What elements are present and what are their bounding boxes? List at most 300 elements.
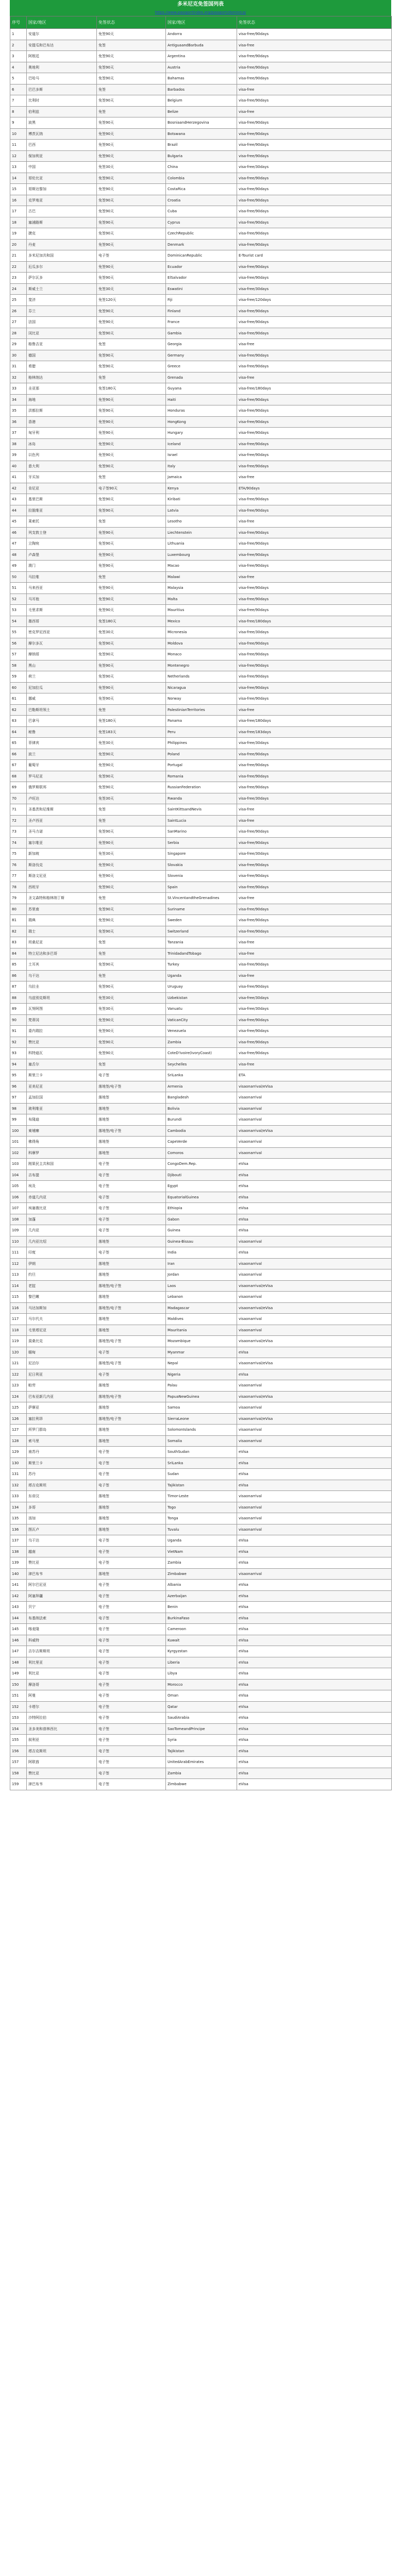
table-row bbox=[10, 1546, 392, 1557]
status-en: eVisa bbox=[237, 1546, 392, 1557]
status-en: visa-free bbox=[237, 815, 392, 826]
country-en: Cambodia bbox=[166, 1125, 237, 1137]
table-row bbox=[10, 948, 392, 959]
row-index: 118 bbox=[10, 1325, 27, 1336]
table-row bbox=[10, 959, 392, 971]
status-en: visa-free bbox=[237, 339, 392, 350]
table-row bbox=[10, 771, 392, 782]
country-cn: 印度 bbox=[27, 1247, 97, 1259]
status-cn: 免签90天 bbox=[97, 561, 166, 572]
table-row bbox=[10, 239, 392, 250]
status-cn: 免签90天 bbox=[97, 682, 166, 693]
status-cn: 落地签 bbox=[97, 1103, 166, 1114]
country-en: Kiribati bbox=[166, 494, 237, 505]
row-index: 82 bbox=[10, 926, 27, 937]
status-en: visa-free/180days bbox=[237, 383, 392, 395]
country-en: Seychelles bbox=[166, 1059, 237, 1070]
table-row bbox=[10, 837, 392, 849]
status-cn: 免签90天 bbox=[97, 95, 166, 107]
status-en: visa-free bbox=[237, 40, 392, 51]
country-en: SierraLeone bbox=[166, 1413, 237, 1425]
country-en: Tajikistan bbox=[166, 1745, 237, 1757]
header-country-cn: 国家/地区 bbox=[27, 16, 97, 29]
country-en: Uganda bbox=[166, 1535, 237, 1547]
table-row bbox=[10, 1103, 392, 1114]
country-cn: 布基纳法索 bbox=[27, 1613, 97, 1624]
country-cn: 坦桑尼亚 bbox=[27, 937, 97, 948]
status-en: visaonarrival/eVisa bbox=[237, 1391, 392, 1402]
status-cn: 免签90天 bbox=[97, 605, 166, 616]
country-cn: 瓦努阿图 bbox=[27, 1004, 97, 1015]
status-en: visaonarrival bbox=[237, 1425, 392, 1436]
table-row bbox=[10, 1137, 392, 1148]
row-index: 32 bbox=[10, 372, 27, 383]
country-en: Iran bbox=[166, 1258, 237, 1269]
status-en: visa-free/180days bbox=[237, 616, 392, 627]
status-en: visa-free/90days bbox=[237, 438, 392, 450]
country-en: Malta bbox=[166, 594, 237, 605]
table-row bbox=[10, 1713, 392, 1724]
country-cn: 德国 bbox=[27, 350, 97, 361]
status-cn: 免签90天 bbox=[97, 583, 166, 594]
table-row bbox=[10, 1524, 392, 1535]
table-row bbox=[10, 1302, 392, 1314]
country-cn: 冈比亚 bbox=[27, 328, 97, 339]
row-index: 125 bbox=[10, 1402, 27, 1414]
country-cn: 吉布提 bbox=[27, 1170, 97, 1181]
status-en: visa-free/90days bbox=[237, 206, 392, 217]
table-row bbox=[10, 117, 392, 129]
status-en: visa-free bbox=[237, 106, 392, 117]
country-en: Germany bbox=[166, 350, 237, 361]
status-en: eVisa bbox=[237, 1557, 392, 1569]
row-index: 25 bbox=[10, 295, 27, 306]
country-cn: 圭亚那 bbox=[27, 383, 97, 395]
row-index: 142 bbox=[10, 1590, 27, 1602]
table-row bbox=[10, 1668, 392, 1680]
country-en: Gabon bbox=[166, 1214, 237, 1225]
status-cn: 电子签 bbox=[97, 1657, 166, 1668]
table-row bbox=[10, 1258, 392, 1269]
country-cn: 阿联酋 bbox=[27, 1757, 97, 1768]
status-en: visa-free/90days bbox=[237, 62, 392, 73]
row-index: 5 bbox=[10, 73, 27, 84]
status-cn: 免签90天 bbox=[97, 527, 166, 538]
status-en: visaonarrival bbox=[237, 1435, 392, 1447]
table-row bbox=[10, 1491, 392, 1502]
status-cn: 免签 bbox=[97, 372, 166, 383]
table-row bbox=[10, 1181, 392, 1192]
country-cn: 贝宁 bbox=[27, 1602, 97, 1613]
country-en: Mauritania bbox=[166, 1325, 237, 1336]
table-row bbox=[10, 1269, 392, 1281]
country-en: VaticanCity bbox=[166, 1014, 237, 1026]
country-en: TrinidadandTobago bbox=[166, 948, 237, 959]
country-cn: 越南 bbox=[27, 1546, 97, 1557]
table-row bbox=[10, 1292, 392, 1303]
status-en: eVisa bbox=[237, 1170, 392, 1181]
row-index: 11 bbox=[10, 140, 27, 151]
status-cn: 电子签90天 bbox=[97, 483, 166, 494]
row-index: 140 bbox=[10, 1568, 27, 1580]
status-en: visa-free/90days bbox=[237, 29, 392, 40]
row-index: 45 bbox=[10, 516, 27, 528]
status-cn: 免签90天 bbox=[97, 594, 166, 605]
row-index: 36 bbox=[10, 416, 27, 428]
row-index: 136 bbox=[10, 1524, 27, 1535]
status-cn: 免签 bbox=[97, 339, 166, 350]
country-cn: 东帝汶 bbox=[27, 1491, 97, 1502]
row-index: 57 bbox=[10, 649, 27, 660]
row-index: 31 bbox=[10, 361, 27, 372]
row-index: 76 bbox=[10, 859, 27, 871]
country-cn: 科威特 bbox=[27, 1635, 97, 1646]
country-en: Suriname bbox=[166, 904, 237, 915]
country-en: Austria bbox=[166, 62, 237, 73]
country-en: UnitedArabEmirates bbox=[166, 1757, 237, 1768]
status-cn: 免签90天 bbox=[97, 904, 166, 915]
table-row bbox=[10, 594, 392, 605]
row-index: 26 bbox=[10, 306, 27, 317]
country-en: Comoros bbox=[166, 1147, 237, 1159]
country-en: Ecuador bbox=[166, 261, 237, 273]
row-index: 108 bbox=[10, 1214, 27, 1225]
table-row bbox=[10, 1635, 392, 1646]
row-index: 127 bbox=[10, 1425, 27, 1436]
country-en: Guinea-Bissau bbox=[166, 1236, 237, 1247]
row-index: 13 bbox=[10, 162, 27, 173]
country-en: Benin bbox=[166, 1602, 237, 1613]
table-row bbox=[10, 1314, 392, 1325]
status-cn: 免签 bbox=[97, 970, 166, 981]
country-en: Guinea bbox=[166, 1225, 237, 1236]
country-cn: 克罗地亚 bbox=[27, 195, 97, 206]
table-row bbox=[10, 228, 392, 240]
country-cn: 赤道几内亚 bbox=[27, 1192, 97, 1203]
country-cn: 卡塔尔 bbox=[27, 1701, 97, 1713]
table-row bbox=[10, 627, 392, 638]
table-row bbox=[10, 461, 392, 472]
status-cn: 落地签/电子签 bbox=[97, 1336, 166, 1347]
status-en: eVisa bbox=[237, 1668, 392, 1680]
row-index: 52 bbox=[10, 594, 27, 605]
country-en: Laos bbox=[166, 1280, 237, 1292]
status-en: eVisa bbox=[237, 1723, 392, 1735]
table-row bbox=[10, 649, 392, 660]
status-en: eVisa bbox=[237, 1225, 392, 1236]
country-en: VietNam bbox=[166, 1546, 237, 1557]
status-en: visa-free/90days bbox=[237, 494, 392, 505]
status-en: visa-free/90days bbox=[237, 771, 392, 782]
status-cn: 免签90天 bbox=[97, 649, 166, 660]
status-en: visa-free/90days bbox=[237, 926, 392, 937]
status-en: eVisa bbox=[237, 1657, 392, 1668]
row-index: 16 bbox=[10, 195, 27, 206]
status-cn: 落地签 bbox=[97, 1568, 166, 1580]
country-cn: 利比里亚 bbox=[27, 1657, 97, 1668]
country-en: PalestinianTerritories bbox=[166, 704, 237, 716]
row-index: 111 bbox=[10, 1247, 27, 1259]
header-status-cn: 免签状态 bbox=[97, 16, 166, 29]
country-cn: 萨摩亚 bbox=[27, 1402, 97, 1414]
status-en: eVisa bbox=[237, 1624, 392, 1635]
row-index: 155 bbox=[10, 1735, 27, 1746]
row-index: 73 bbox=[10, 826, 27, 838]
status-cn: 免签30天 bbox=[97, 849, 166, 860]
row-index: 92 bbox=[10, 1037, 27, 1048]
table-row bbox=[10, 516, 392, 528]
status-en: visaonarrival bbox=[237, 1314, 392, 1325]
status-en: eVisa bbox=[237, 1735, 392, 1746]
country-cn: 圣卢西亚 bbox=[27, 815, 97, 826]
country-cn: 莫桑比克 bbox=[27, 1336, 97, 1347]
row-index: 19 bbox=[10, 228, 27, 240]
country-cn: 尼加拉瓜 bbox=[27, 682, 97, 693]
table-row bbox=[10, 1214, 392, 1225]
country-en: Djibouti bbox=[166, 1170, 237, 1181]
status-en: visa-free/90days bbox=[237, 261, 392, 273]
country-cn: 秘鲁 bbox=[27, 726, 97, 738]
table-row bbox=[10, 383, 392, 395]
country-en: Syria bbox=[166, 1735, 237, 1746]
country-en: Andorra bbox=[166, 29, 237, 40]
table-row bbox=[10, 992, 392, 1004]
status-en: visa-free/90days bbox=[237, 837, 392, 849]
status-en: visaonarrival/eVisa bbox=[237, 1413, 392, 1425]
country-en: SouthSudan bbox=[166, 1447, 237, 1458]
row-index: 6 bbox=[10, 84, 27, 95]
country-cn: 缅甸 bbox=[27, 1347, 97, 1358]
status-cn: 电子签 bbox=[97, 1347, 166, 1358]
status-cn: 免签90天 bbox=[97, 837, 166, 849]
table-row bbox=[10, 1358, 392, 1369]
row-index: 116 bbox=[10, 1302, 27, 1314]
status-cn: 免签 bbox=[97, 40, 166, 51]
country-en: Spain bbox=[166, 882, 237, 893]
table-row bbox=[10, 638, 392, 649]
status-en: visaonarrival bbox=[237, 1380, 392, 1392]
country-cn: 佛得角 bbox=[27, 1137, 97, 1148]
row-index: 152 bbox=[10, 1701, 27, 1713]
country-cn: 牙买加 bbox=[27, 472, 97, 483]
country-en: Albania bbox=[166, 1580, 237, 1591]
row-index: 65 bbox=[10, 738, 27, 749]
status-cn: 免签 bbox=[97, 571, 166, 583]
country-cn: 埃及 bbox=[27, 1181, 97, 1192]
country-cn: 埃塞俄比亚 bbox=[27, 1203, 97, 1214]
status-en: visaonarrival/eVisa bbox=[237, 1125, 392, 1137]
status-cn: 免签90天 bbox=[97, 306, 166, 317]
country-en: Denmark bbox=[166, 239, 237, 250]
table-row bbox=[10, 693, 392, 705]
status-en: visaonarrival bbox=[237, 1502, 392, 1513]
country-cn: 委内瑞拉 bbox=[27, 1026, 97, 1037]
source-link[interactable]: https://www.passportindex.org/passport/dominica/ bbox=[10, 9, 391, 16]
status-cn: 电子签 bbox=[97, 1192, 166, 1203]
status-cn: 电子签 bbox=[97, 1701, 166, 1713]
table-row bbox=[10, 815, 392, 826]
status-cn: 落地签/电子签 bbox=[97, 1358, 166, 1369]
table-row bbox=[10, 1480, 392, 1491]
status-cn: 电子签 bbox=[97, 1458, 166, 1469]
table-row bbox=[10, 273, 392, 284]
country-en: Nicaragua bbox=[166, 682, 237, 693]
country-cn: 斐济 bbox=[27, 295, 97, 306]
country-cn: 洪都拉斯 bbox=[27, 405, 97, 417]
status-en: eVisa bbox=[237, 1181, 392, 1192]
country-cn: 厄瓜多尔 bbox=[27, 261, 97, 273]
row-index: 95 bbox=[10, 1070, 27, 1081]
status-en: visa-free/30days bbox=[237, 1004, 392, 1015]
status-cn: 免签90天 bbox=[97, 361, 166, 372]
status-en: visaonarrival bbox=[237, 1236, 392, 1247]
status-cn: 电子签 bbox=[97, 1602, 166, 1613]
status-en: visaonarrival bbox=[237, 1491, 392, 1502]
status-en: eVisa bbox=[237, 1480, 392, 1491]
country-cn: 布隆迪 bbox=[27, 1114, 97, 1126]
country-en: Portugal bbox=[166, 760, 237, 771]
status-en: visa-free/90days bbox=[237, 95, 392, 107]
row-index: 35 bbox=[10, 405, 27, 417]
status-en: visa-free/90days bbox=[237, 328, 392, 339]
country-cn: 墨西哥 bbox=[27, 616, 97, 627]
status-cn: 免签90天 bbox=[97, 826, 166, 838]
row-index: 130 bbox=[10, 1458, 27, 1469]
table-row bbox=[10, 571, 392, 583]
row-index: 131 bbox=[10, 1469, 27, 1480]
table-row bbox=[10, 682, 392, 693]
table-row bbox=[10, 206, 392, 217]
status-en: eVisa bbox=[237, 1602, 392, 1613]
status-cn: 免签30天 bbox=[97, 283, 166, 295]
country-en: SaintLucia bbox=[166, 815, 237, 826]
status-cn: 免签90天 bbox=[97, 73, 166, 84]
row-index: 115 bbox=[10, 1292, 27, 1303]
row-index: 40 bbox=[10, 461, 27, 472]
row-index: 1 bbox=[10, 29, 27, 40]
row-index: 124 bbox=[10, 1391, 27, 1402]
status-cn: 免签180天 bbox=[97, 383, 166, 395]
country-en: Liechtenstein bbox=[166, 527, 237, 538]
status-cn: 落地签/电子签 bbox=[97, 1081, 166, 1092]
country-en: DominicanRepublic bbox=[166, 250, 237, 262]
country-en: Panama bbox=[166, 716, 237, 727]
status-cn: 免签90天 bbox=[97, 760, 166, 771]
country-en: Jamaica bbox=[166, 472, 237, 483]
country-cn: 阿根廷 bbox=[27, 51, 97, 62]
status-en: visa-free/90days bbox=[237, 549, 392, 561]
row-index: 126 bbox=[10, 1413, 27, 1425]
table-row bbox=[10, 1380, 392, 1392]
status-en: eVisa bbox=[237, 1535, 392, 1547]
country-en: Lebanon bbox=[166, 1292, 237, 1303]
status-en: visa-free/90days bbox=[237, 317, 392, 328]
row-index: 27 bbox=[10, 317, 27, 328]
country-cn: 土耳其 bbox=[27, 959, 97, 971]
country-en: CostaRica bbox=[166, 184, 237, 195]
table-row bbox=[10, 538, 392, 550]
status-en: visa-free bbox=[237, 948, 392, 959]
country-en: SaudiArabia bbox=[166, 1713, 237, 1724]
status-en: visa-free/30days bbox=[237, 162, 392, 173]
row-index: 79 bbox=[10, 893, 27, 904]
country-cn: 赞比亚 bbox=[27, 1037, 97, 1048]
row-index: 91 bbox=[10, 1026, 27, 1037]
row-index: 74 bbox=[10, 837, 27, 849]
country-en: Bulgaria bbox=[166, 150, 237, 162]
country-en: Azerbaijan bbox=[166, 1590, 237, 1602]
status-en: eVisa bbox=[237, 1613, 392, 1624]
row-index: 28 bbox=[10, 328, 27, 339]
table-row bbox=[10, 84, 392, 95]
table-row bbox=[10, 261, 392, 273]
status-cn: 落地签 bbox=[97, 1114, 166, 1126]
country-cn: 伊朗 bbox=[27, 1258, 97, 1269]
row-index: 53 bbox=[10, 605, 27, 616]
country-en: Malawi bbox=[166, 571, 237, 583]
status-cn: 免签90天 bbox=[97, 128, 166, 140]
status-cn: 落地签 bbox=[97, 1092, 166, 1104]
row-index: 50 bbox=[10, 571, 27, 583]
country-en: Serbia bbox=[166, 837, 237, 849]
status-cn: 电子签 bbox=[97, 1480, 166, 1491]
country-en: CzechRepublic bbox=[166, 228, 237, 240]
table-row bbox=[10, 140, 392, 151]
status-cn: 落地签 bbox=[97, 1236, 166, 1247]
country-cn: 菲律宾 bbox=[27, 738, 97, 749]
table-row bbox=[10, 1247, 392, 1259]
country-cn: 阿塞拜疆 bbox=[27, 1590, 97, 1602]
status-cn: 电子签 bbox=[97, 1203, 166, 1214]
table-row bbox=[10, 1236, 392, 1247]
country-cn: 塞舌尔 bbox=[27, 1059, 97, 1070]
table-row bbox=[10, 250, 392, 262]
country-cn: 乌拉圭 bbox=[27, 981, 97, 993]
status-en: visa-free/90days bbox=[237, 140, 392, 151]
country-cn: 塔吉克斯坦 bbox=[27, 1480, 97, 1491]
country-en: Mauritius bbox=[166, 605, 237, 616]
status-en: eVisa bbox=[237, 1635, 392, 1646]
row-index: 15 bbox=[10, 184, 27, 195]
country-cn: 乌干达 bbox=[27, 1535, 97, 1547]
table-row bbox=[10, 1646, 392, 1657]
table-row bbox=[10, 428, 392, 439]
row-index: 61 bbox=[10, 693, 27, 705]
status-en: visa-free/90days bbox=[237, 638, 392, 649]
status-cn: 免签90天 bbox=[97, 117, 166, 129]
header-country-en: 国家/地区 bbox=[166, 16, 237, 29]
country-en: Liberia bbox=[166, 1657, 237, 1668]
table-row bbox=[10, 505, 392, 516]
status-cn: 免签90天 bbox=[97, 981, 166, 993]
table-row bbox=[10, 1325, 392, 1336]
status-en: eVisa bbox=[237, 1247, 392, 1259]
country-cn: 密克罗尼西亚 bbox=[27, 627, 97, 638]
status-en: visa-free/90days bbox=[237, 871, 392, 882]
status-en: eVisa bbox=[237, 1469, 392, 1480]
row-index: 86 bbox=[10, 970, 27, 981]
country-cn: 芬兰 bbox=[27, 306, 97, 317]
status-cn: 免签90天 bbox=[97, 228, 166, 240]
country-en: Burundi bbox=[166, 1114, 237, 1126]
country-en: Belgium bbox=[166, 95, 237, 107]
status-en: visa-free/90days bbox=[237, 51, 392, 62]
table-row bbox=[10, 1602, 392, 1613]
table-row bbox=[10, 1657, 392, 1668]
status-cn: 免签90天 bbox=[97, 173, 166, 184]
row-index: 12 bbox=[10, 150, 27, 162]
row-index: 123 bbox=[10, 1380, 27, 1392]
